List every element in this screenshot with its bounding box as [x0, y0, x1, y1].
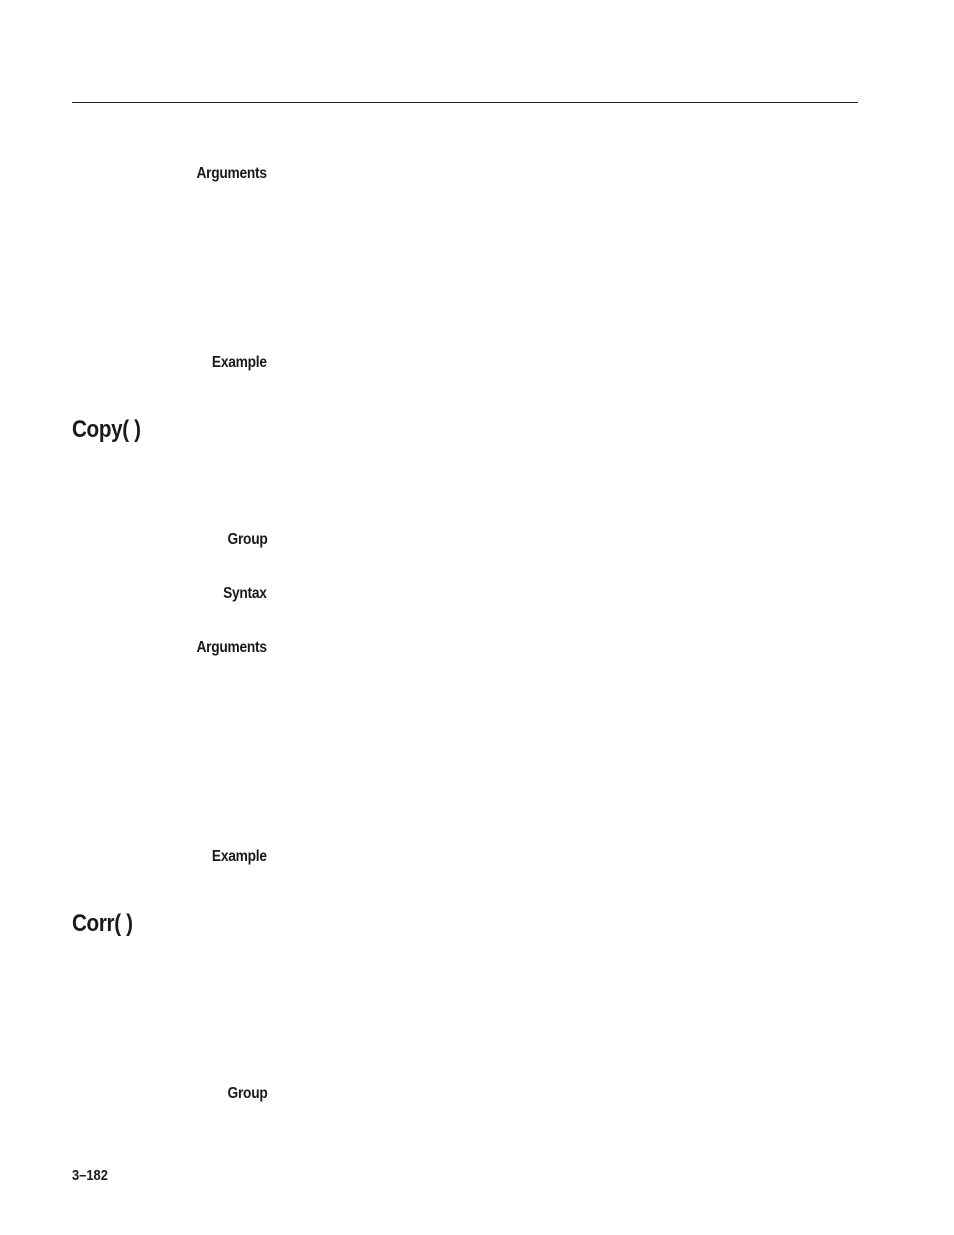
- arguments-label: Arguments: [196, 639, 267, 656]
- section-heading-copy: Copy( ): [72, 416, 141, 443]
- arguments-label: Arguments: [196, 165, 267, 182]
- section-heading-corr: Corr( ): [72, 910, 133, 937]
- group-label: Group: [227, 1085, 267, 1102]
- group-label: Group: [227, 531, 267, 548]
- page-number: 3–182: [72, 1167, 108, 1184]
- header-rule: [72, 102, 858, 103]
- example-label: Example: [212, 354, 267, 371]
- syntax-label: Syntax: [223, 585, 267, 602]
- example-label: Example: [212, 848, 267, 865]
